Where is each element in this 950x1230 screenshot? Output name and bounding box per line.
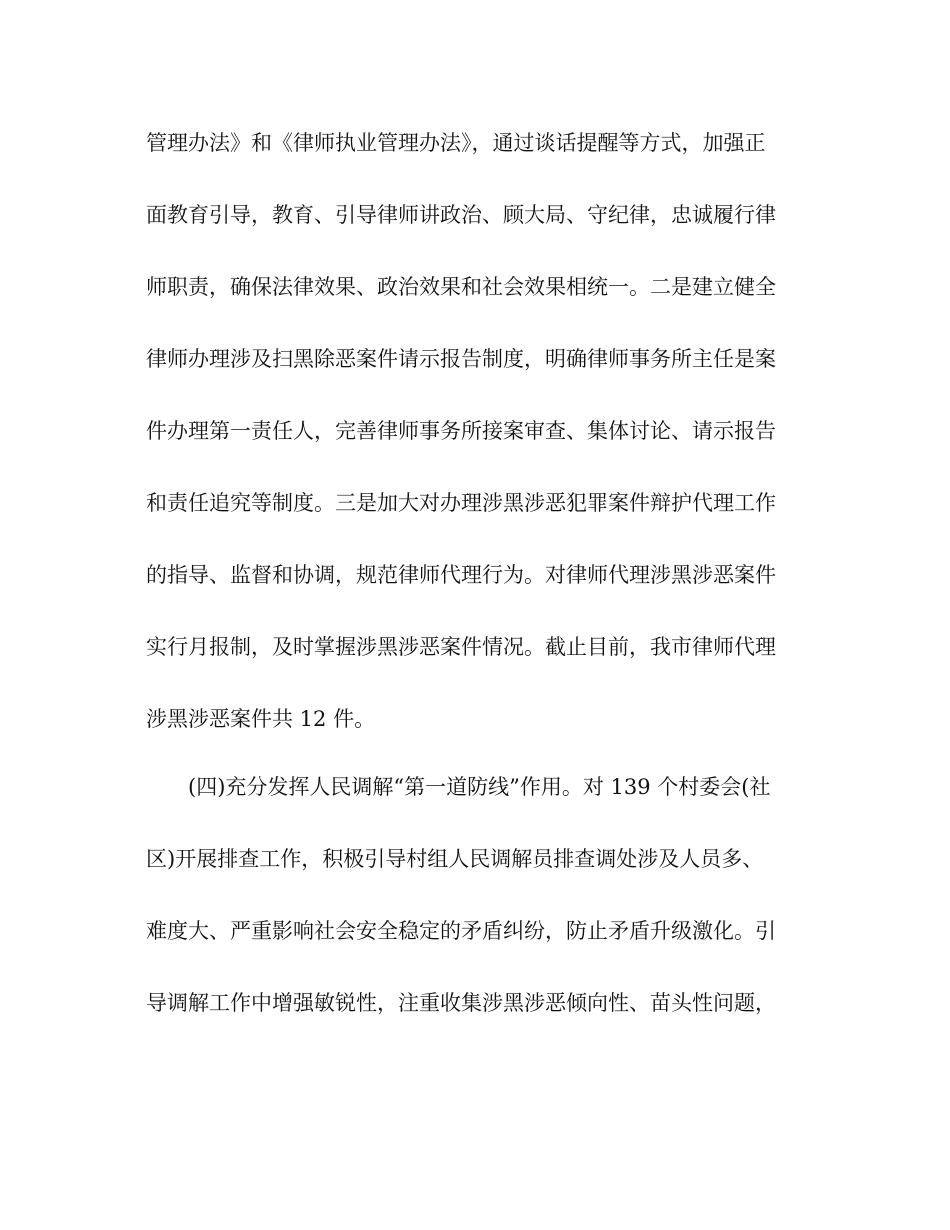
text-line: 涉黑涉恶案件共 12 件。 xyxy=(146,707,376,731)
text-line: 的指导、监督和协调，规范律师代理行为。对律师代理涉黑涉恶案件 xyxy=(146,563,776,587)
section-heading-line: (四)充分发挥人民调解“第一道防线”作用。对 139 个村委会(社 xyxy=(188,775,771,799)
text-line: 件办理第一责任人，完善律师事务所接案审查、集体讨论、请示报告 xyxy=(146,419,776,443)
text-line: 管理办法》和《律师执业管理办法》，通过谈话提醒等方式，加强正 xyxy=(146,131,766,155)
text-line: 难度大、严重影响社会安全稳定的矛盾纠纷，防止矛盾升级激化。引 xyxy=(146,919,776,943)
text-line: 和责任追究等制度。三是加大对办理涉黑涉恶犯罪案件辩护代理工作 xyxy=(146,491,776,515)
text-line: 实行月报制，及时掌握涉黑涉恶案件情况。截止目前，我市律师代理 xyxy=(146,635,776,659)
text-line: 导调解工作中增强敏锐性，注重收集涉黑涉恶倾向性、苗头性问题， xyxy=(146,991,776,1015)
text-line: 面教育引导，教育、引导律师讲政治、顾大局、守纪律，忠诚履行律 xyxy=(146,203,776,227)
text-line: 师职责，确保法律效果、政治效果和社会效果相统一。二是建立健全 xyxy=(146,275,776,299)
text-line: 区)开展排查工作，积极引导村组人民调解员排查调处涉及人员多、 xyxy=(146,847,764,871)
text-line: 律师办理涉及扫黑除恶案件请示报告制度，明确律师事务所主任是案 xyxy=(146,347,776,371)
